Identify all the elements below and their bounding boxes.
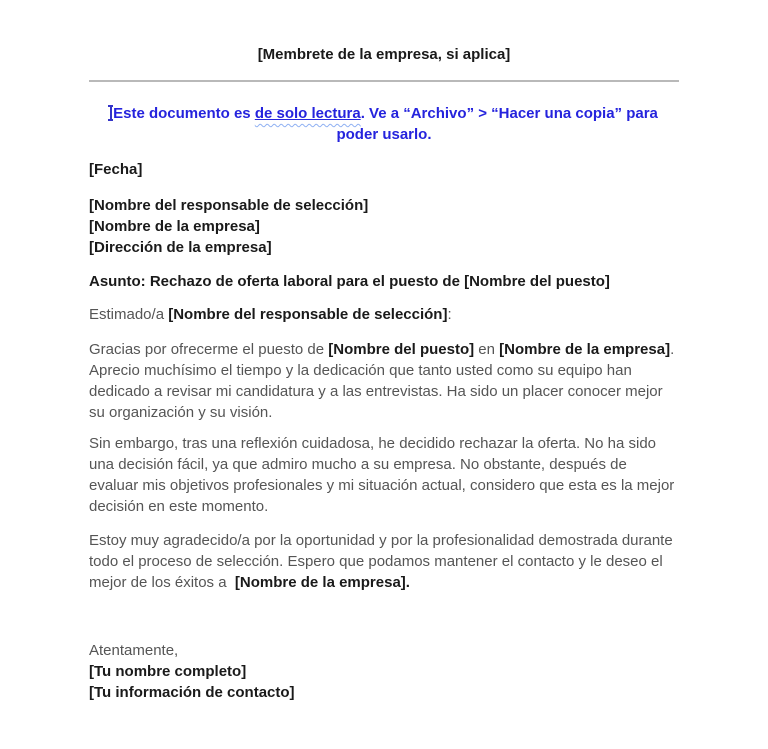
gratitude-company-placeholder: [Nombre de la empresa] [234,574,406,591]
notice-text-pre: Este documento es [113,105,255,122]
notice-readonly-text: de solo lectura [254,105,361,122]
letter-content [89,0,679,703]
signature-block [89,640,679,703]
text-caret-icon [110,105,112,121]
paragraph-gratitude [89,530,679,593]
recipient-block [89,195,679,258]
thanks-pre: Gracias por ofrecerme el puesto de [89,341,329,358]
paragraph-decision: Sin embargo, tras una reflexión cuidadosa, he decidido rechazar la oferta. No ha sido una decisión fácil, ya que admiro mucho a su empresa. No obstante, después de evaluar mis objetivos profesionales y mi situación actual, considero que esta es la mejor decisión en este momento. [89,435,679,515]
paragraph-thanks [89,339,679,423]
recipient-name: [Nombre del responsable de selección] [89,197,369,214]
date-placeholder: [Fecha] [89,161,143,178]
greeting-post: : [447,306,452,323]
recipient-company: [Nombre de la empresa] [89,218,260,235]
thanks-post: . Aprecio muchísimo el tiempo y la dedicación que tanto usted como su equipo han dedicado a revisar mi candidatura y a las entrevistas. Ha sido un placer conocer mejor su organización y su visión. [89,341,678,421]
greeting-recipient-name: [Nombre del responsable de selección] [168,306,448,323]
gratitude-pre: Estoy muy agradecido/a por la oportunidad y por la profesionalidad demostrada durante todo el proceso de selección. Espero que podamos mantener el contacto y le deseo el mejor de los éxitos a [89,532,677,591]
signature-name: [Tu nombre completo] [89,663,247,680]
gratitude-post: . [405,574,410,591]
notice-readonly-underline [255,105,361,122]
readonly-notice [89,103,679,145]
recipient-address: [Dirección de la empresa] [89,239,272,256]
subject-line: Asunto: Rechazo de oferta laboral para el puesto de [Nombre del puesto] [89,273,610,290]
letterhead-placeholder: [Membrete de la empresa, si aplica] [257,46,511,63]
greeting-pre: Estimado/a [89,306,169,323]
signature-contact: [Tu información de contacto] [89,684,295,701]
notice-text-post: . Ve a “Archivo” > “Hacer una copia” para poder usarlo. [336,105,658,143]
thanks-mid: en [474,341,500,358]
letterhead-divider [89,80,679,82]
greeting-line [89,304,679,325]
thanks-position-placeholder: [Nombre del puesto] [328,341,475,358]
thanks-company-placeholder: [Nombre de la empresa] [499,341,671,358]
closing-line: Atentamente, [89,642,179,659]
